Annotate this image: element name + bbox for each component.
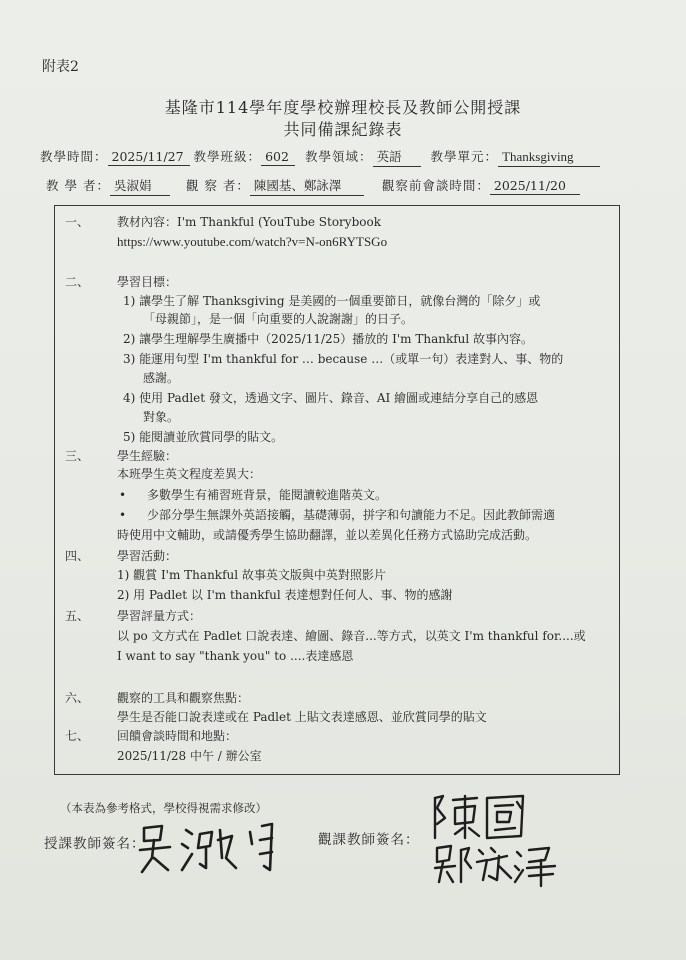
observer-signature-label: 觀課教師簽名： xyxy=(318,832,420,848)
bullet-icon: • xyxy=(119,488,127,502)
pretalk-time-value: 2025/11/20 xyxy=(490,178,580,195)
experience-bullet-2-line-1: 少部分學生無課外英語接觸，基礎薄弱，拼字和句讀能力不足。因此教師需適 xyxy=(147,508,556,522)
activity-1: 1) 觀賞 I'm Thankful 故事英文版與中英對照影片 xyxy=(117,568,386,582)
goal-5: 5) 能閱讀並欣賞同學的貼文。 xyxy=(123,430,284,444)
info-row-2 xyxy=(46,176,580,196)
section-7-number: 七、 xyxy=(65,729,90,743)
goal-1-line-2: 「母親節」，是一個「向重要的人說謝謝」的日子。 xyxy=(143,312,414,326)
assessment-line-2: I want to say "thank you" to ....表達感恩 xyxy=(117,649,354,663)
teaching-time-label: 教學時間： xyxy=(40,149,108,164)
teaching-class-label: 教學班級： xyxy=(193,149,262,164)
section-6-number: 六、 xyxy=(65,691,90,705)
goal-3-line-2: 感謝。 xyxy=(143,371,180,385)
observer-value: 陳國基、鄭詠澤 xyxy=(250,176,364,196)
page-title: 基隆市114學年度學校辦理校長及教師公開授課 xyxy=(164,98,522,117)
experience-bullet-2-line-2: 時使用中文輔助，或請優秀學生協助翻譯，並以差異化任務方式協助完成活動。 xyxy=(117,528,538,542)
section-3-intro: 本班學生英文程度差異大： xyxy=(117,467,262,481)
section-6-heading: 觀察的工具和觀察焦點： xyxy=(117,691,250,705)
goal-4-line-2: 對象。 xyxy=(143,410,180,424)
section-1-material: 教材內容：I'm Thankful (YouTube Storybook xyxy=(117,215,381,229)
appendix-label: 附表2 xyxy=(42,59,79,75)
footnote: （本表為參考格式，學校得視需求修改） xyxy=(60,801,267,815)
teaching-unit-label: 教學單元： xyxy=(430,149,499,164)
section-5-number: 五、 xyxy=(65,609,90,623)
bullet-icon: • xyxy=(119,508,127,522)
observation-focus: 學生是否能口說表達或在 Padlet 上貼文表達感恩、並欣賞同學的貼文 xyxy=(117,710,487,724)
goal-2: 2) 讓學生理解學生廣播中（2025/11/25）播放的 I'm Thankful 故事內容。 xyxy=(123,332,534,346)
observer-label: 觀 察 者： xyxy=(185,178,250,193)
section-4-number: 四、 xyxy=(65,549,90,563)
section-1-number: 一、 xyxy=(65,215,90,229)
section-2-number: 二、 xyxy=(65,275,90,289)
section-7-heading: 回饋會談時間和地點： xyxy=(117,729,238,743)
info-row-1 xyxy=(40,147,600,167)
teaching-domain-label: 教學領域： xyxy=(305,149,373,164)
teacher-signature-label: 授課教師簽名： xyxy=(44,836,146,852)
activity-2: 2) 用 Padlet 以 I'm thankful 表達想對任何人、事、物的感謝 xyxy=(117,588,453,602)
teaching-class-value: 602 xyxy=(261,149,295,166)
teaching-unit-value: Thanksgiving xyxy=(498,149,600,167)
teaching-time-value: 2025/11/27 xyxy=(108,149,190,166)
teaching-domain-value: 英語 xyxy=(373,147,421,167)
section-4-heading: 學習活動： xyxy=(117,549,178,563)
teacher-value: 吳淑娟 xyxy=(110,176,170,196)
teacher-signature xyxy=(136,810,296,880)
goal-1-line-1: 1) 讓學生了解 Thanksgiving 是美國的一個重要節日，就像台灣的「除夕」或 xyxy=(123,294,541,308)
section-3-number: 三、 xyxy=(65,449,90,463)
experience-bullet-1: 多數學生有補習班背景，能閱讀較進階英文。 xyxy=(147,488,388,502)
teacher-label: 教 學 者： xyxy=(46,178,110,193)
lesson-plan-box xyxy=(54,205,620,775)
section-3-heading: 學生經驗： xyxy=(117,449,178,463)
section-1-url: https://www.youtube.com/watch?v=N-on6RYTSGo xyxy=(117,234,388,249)
page-subtitle: 共同備課紀錄表 xyxy=(283,120,403,139)
observer-signature xyxy=(425,790,565,890)
goal-3-line-1: 3) 能運用句型 I'm thankful for … because …（或單一句）表達對人、事、物的 xyxy=(123,352,564,366)
section-2-heading: 學習目標： xyxy=(117,275,178,289)
assessment-line-1: 以 po 文方式在 Padlet 口說表達、繪圖、錄音...等方式，以英文 I'm thankful for....或 xyxy=(117,629,586,643)
pretalk-time-label: 觀察前會談時間： xyxy=(381,178,490,193)
goal-4-line-1: 4) 使用 Padlet 發文，透過文字、圖片、錄音、AI 繪圖或連結分享自己的感恩 xyxy=(123,391,539,405)
section-5-heading: 學習評量方式： xyxy=(117,609,202,623)
feedback-time-place: 2025/11/28 中午 / 辦公室 xyxy=(117,749,262,763)
